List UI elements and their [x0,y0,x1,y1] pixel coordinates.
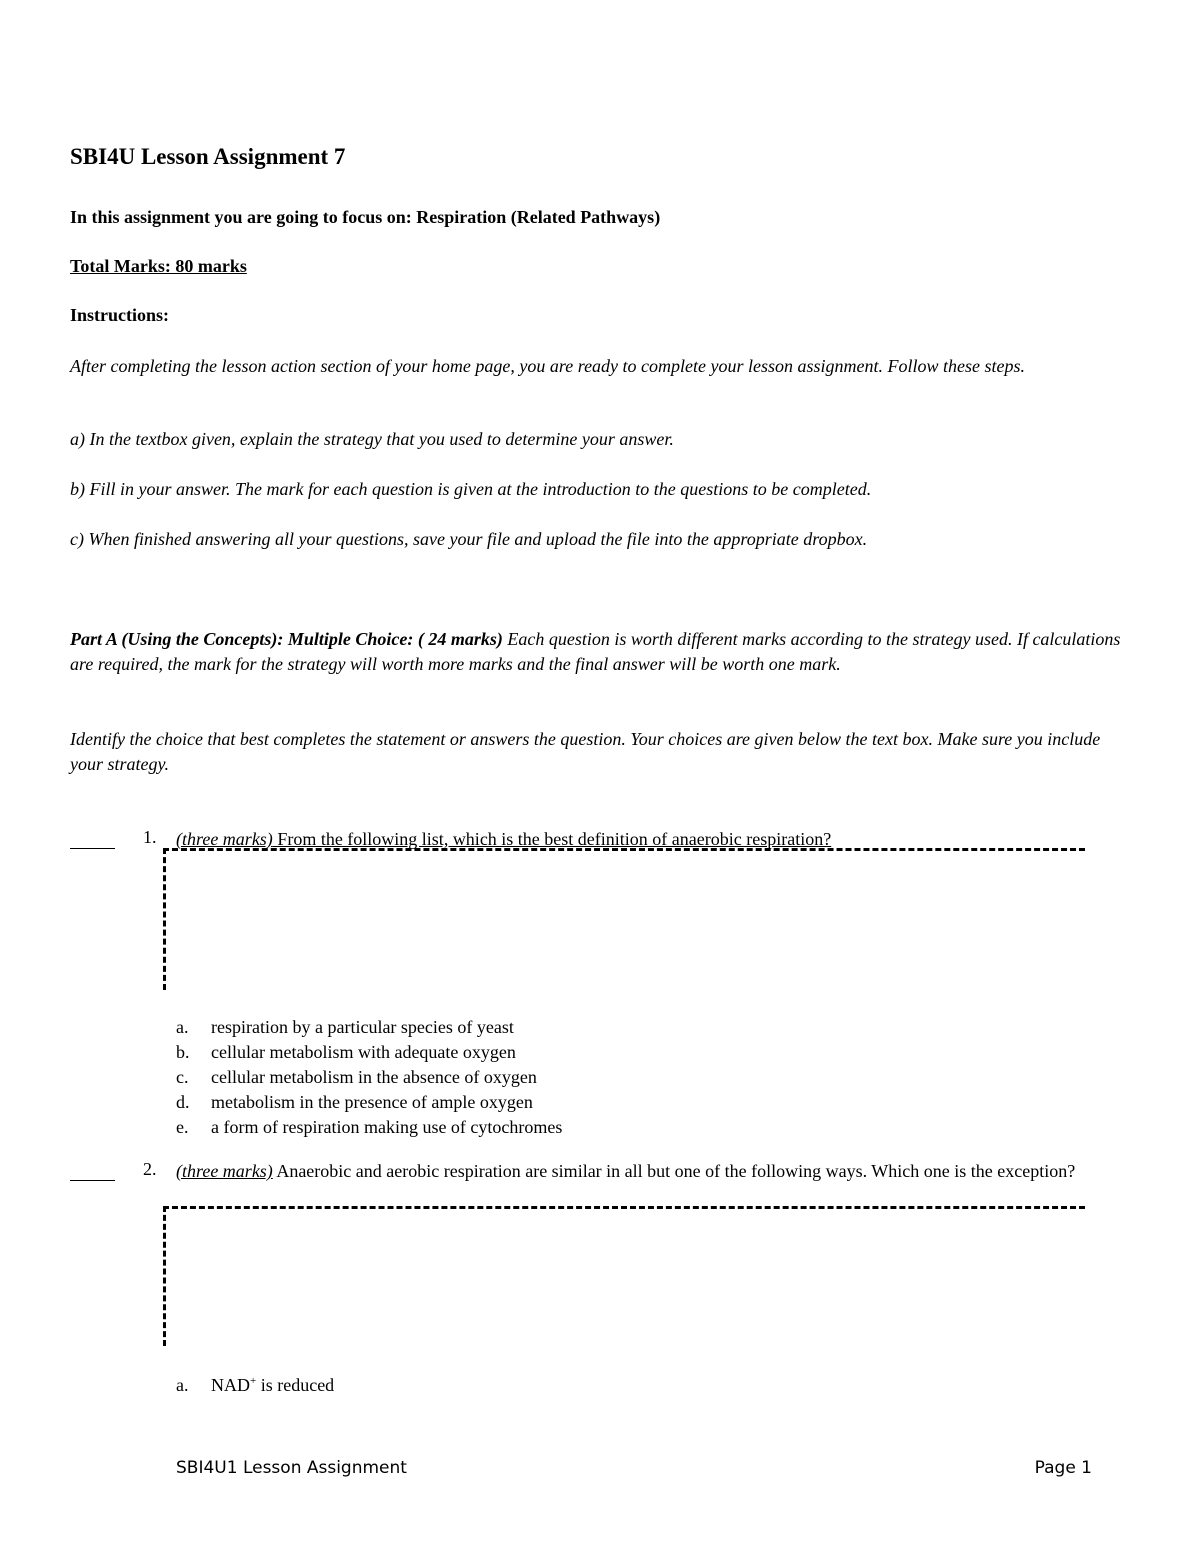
part-a-identify: Identify the choice that best completes the statement or answers the question. Your choices are given below the text box. Make sure you include your strategy. [70,729,1101,774]
part-a-heading: Part A (Using the Concepts): Multiple Choice: ( 24 marks) [70,629,503,649]
question-number: 2. [143,1159,157,1179]
option-text: respiration by a particular species of yeast [211,1017,514,1037]
option-letter: a. [176,1375,189,1395]
part-a-intro [70,627,1130,677]
instructions-intro: After completing the lesson action section of your home page, you are ready to complete your lesson assignment. Follow these steps. [70,356,1025,376]
part-a-description: Each question is worth different marks according to the strategy used. If calculations are required, the mark for the strategy will worth more marks and the final answer will be worth one mark. [70,629,1121,674]
option-letter: a. [176,1017,189,1037]
footer-title: SBI4U1 Lesson Assignment [176,1458,407,1478]
option-text-nad: NAD [211,1375,250,1395]
page-number: Page 1 [1034,1458,1092,1478]
question-prompt: From the following list, which is the best definition of anaerobic respiration? [272,829,832,849]
question-marks: (three marks) [176,829,273,849]
option-text: cellular metabolism in the absence of oxygen [211,1067,537,1087]
page-title: SBI4U Lesson Assignment 7 [70,144,346,169]
option-letter: b. [176,1042,190,1062]
option-letter: d. [176,1092,190,1112]
option-text: metabolism in the presence of ample oxygen [211,1092,533,1112]
question-marks: (three marks) [176,1161,273,1181]
strategy-textbox-q1-top[interactable] [163,848,1085,851]
instruction-step-b: b) Fill in your answer. The mark for each question is given at the introduction to the questions to be completed. [70,479,872,499]
strategy-textbox-q2-top[interactable] [163,1206,1085,1209]
strategy-textbox-q1[interactable] [163,848,166,990]
answer-blank-q2[interactable] [70,1180,115,1181]
instructions-heading: Instructions: [70,305,170,325]
option-text [211,1375,334,1396]
total-marks: Total Marks: 80 marks [70,256,247,276]
option-superscript: + [250,1375,257,1387]
strategy-textbox-q2[interactable] [163,1206,166,1346]
question-text-q2 [176,1159,1136,1184]
option-letter: e. [176,1117,189,1137]
answer-blank-q1[interactable] [70,848,115,849]
option-letter: c. [176,1067,189,1087]
instruction-step-a: a) In the textbox given, explain the strategy that you used to determine your answer. [70,429,674,449]
question-prompt: Anaerobic and aerobic respiration are similar in all but one of the following ways. Which one is the exception? [272,1161,1076,1181]
question-number: 1. [143,827,157,847]
option-text: cellular metabolism with adequate oxygen [211,1042,516,1062]
instruction-step-c: c) When finished answering all your questions, save your file and upload the file into the appropriate dropbox. [70,529,868,549]
option-text: a form of respiration making use of cytochromes [211,1117,563,1137]
option-text-rest: is reduced [256,1375,335,1395]
assignment-focus: In this assignment you are going to focus on: Respiration (Related Pathways) [70,207,661,227]
